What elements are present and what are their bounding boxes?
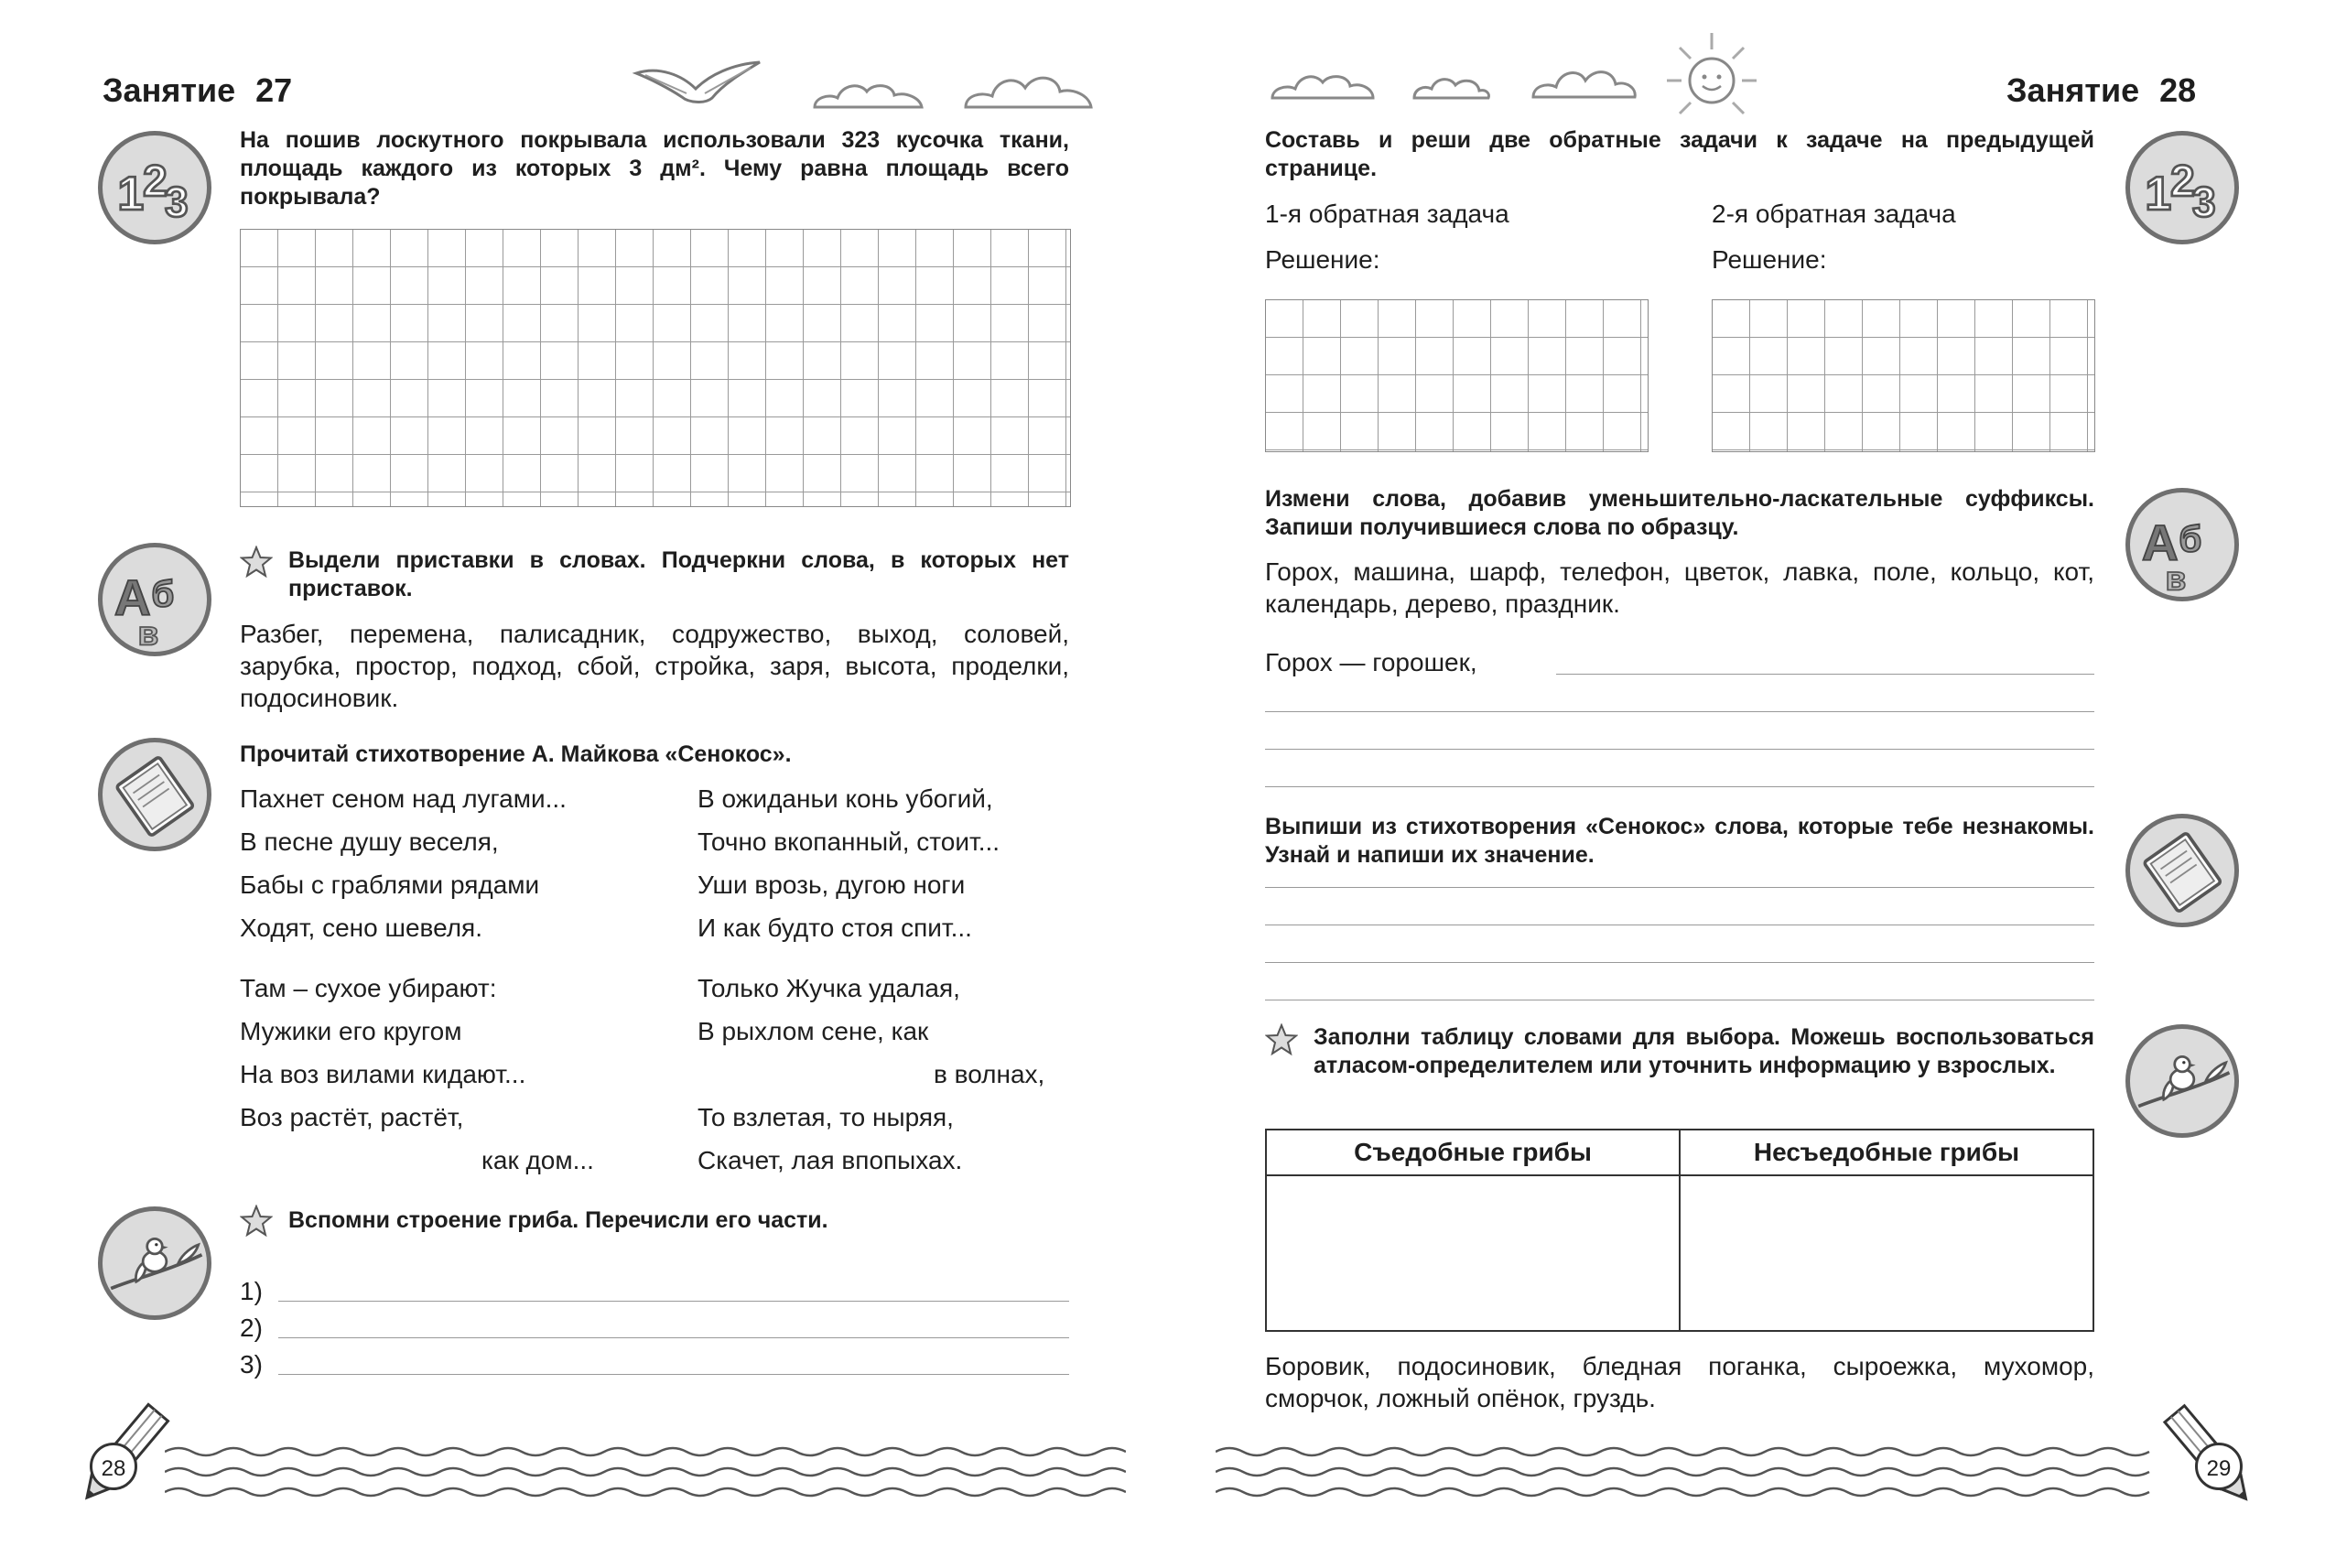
alphabet-icon — [2125, 488, 2239, 601]
example-text: Горох — горошек, — [1265, 648, 1477, 676]
answer-line[interactable] — [1265, 962, 2094, 963]
page-left — [0, 0, 1162, 1568]
poem-line: Там – сухое убирают: — [240, 974, 497, 1002]
star-icon — [1265, 1023, 1298, 1056]
inverse-task-2-label: 2-я обратная задача — [1712, 200, 1956, 228]
cloud-icon — [961, 66, 1098, 112]
answer-label: 2) — [240, 1314, 263, 1342]
mushroom-words: Боровик, подосиновик, бледная поганка, сыроежка, мухомор, сморчок, ложный опёнок, груздь. — [1265, 1352, 2094, 1412]
poem-line: То взлетая, то ныряя, — [698, 1103, 954, 1131]
svg-text:б: б — [2179, 517, 2202, 560]
poem-line: как дом... — [481, 1146, 594, 1174]
svg-text:в: в — [137, 614, 159, 652]
suffix-words: Горох, машина, шарф, телефон, цветок, лавка, поле, кольцо, кот, календарь, дерево, праздник. — [1265, 557, 2094, 618]
lesson-number: 27 — [255, 71, 293, 109]
task-suffixes: Измени слова, добавив уменьшительно-ласкательные суффиксы. Запиши получившиеся слова по образцу. — [1265, 486, 2094, 540]
poem-line: На воз вилами кидают... — [240, 1060, 526, 1088]
table-header-inedible: Несъедобные грибы — [1680, 1130, 2093, 1175]
book-icon — [2125, 814, 2239, 927]
answer-label: 1) — [240, 1277, 263, 1305]
svg-text:3: 3 — [165, 178, 189, 226]
answer-grid[interactable] — [240, 229, 1071, 507]
poem-line: Уши врозь, дугою ноги — [698, 871, 966, 899]
svg-text:А: А — [2141, 514, 2179, 571]
page-number: 28 — [90, 1443, 137, 1490]
lesson-label: Занятие — [2006, 71, 2140, 109]
alphabet-icon — [98, 543, 211, 656]
lesson-title — [2006, 71, 2196, 110]
inedible-cell[interactable] — [1680, 1175, 2093, 1331]
bird-branch-icon — [98, 1206, 211, 1320]
cloud-icon — [1529, 60, 1638, 103]
answer-line[interactable] — [278, 1374, 1069, 1375]
poem-line: Бабы с граблями рядами — [240, 871, 540, 899]
inverse-task-1-label: 1-я обратная задача — [1265, 200, 1509, 228]
svg-text:2: 2 — [143, 157, 168, 207]
math-123-icon — [98, 131, 211, 244]
table-header-edible: Съедобные грибы — [1266, 1130, 1680, 1175]
page-number: 29 — [2195, 1443, 2243, 1490]
answer-grid[interactable] — [1712, 299, 2095, 452]
poem-line: Пахнет сеном над лугами... — [240, 784, 567, 813]
bird-branch-icon — [2125, 1024, 2239, 1138]
cloud-icon — [810, 75, 929, 112]
lesson-number: 28 — [2159, 71, 2197, 109]
answer-line[interactable] — [1265, 786, 2094, 787]
svg-text:1: 1 — [117, 166, 145, 220]
mushroom-table — [1265, 1129, 2094, 1332]
poem-line: Только Жучка удалая, — [698, 974, 960, 1002]
task-mushroom-structure: Вспомни строение гриба. Перечисли его части. — [288, 1207, 828, 1233]
poem-line: в волнах, — [934, 1060, 1045, 1088]
poem-line: Ходят, сено шевеля. — [240, 914, 483, 942]
seagull-icon — [632, 57, 769, 112]
task-inverse: Составь и реши две обратные задачи к задаче на предыдущей странице. — [1265, 127, 2094, 181]
task-poem: Прочитай стихотворение А. Майкова «Сенокос». — [240, 741, 792, 767]
poem-line: Мужики его кругом — [240, 1017, 462, 1045]
poem-line: Воз растёт, растёт, — [240, 1103, 464, 1131]
poem-line: Точно вкопанный, стоит... — [698, 827, 1000, 856]
prefix-words: Разбег, перемена, палисадник, содружество, выход, соловей, зарубка, простор, подход, сбой, стройка, заря, высота, проделки, подосиновик. — [240, 620, 1069, 712]
poem-line: В рыхлом сене, как — [698, 1017, 929, 1045]
poem-line: В ожиданьи конь убогий, — [698, 784, 993, 813]
svg-text:б: б — [151, 572, 175, 615]
solution-label: Решение: — [1712, 245, 1827, 274]
wave-divider — [1216, 1444, 2168, 1501]
svg-text:1: 1 — [2145, 166, 2172, 220]
page-right — [1162, 0, 2325, 1568]
solution-label: Решение: — [1265, 245, 1380, 274]
wave-divider — [165, 1444, 1126, 1501]
svg-text:3: 3 — [2192, 178, 2216, 226]
task-mushroom-table: Заполни таблицу словами для выбора. Можешь воспользоваться атласом-определителем или уточнить информацию у взрослых. — [1314, 1024, 2094, 1078]
task-prefixes: Выдели приставки в словах. Подчеркни слова, в которых нет приставок. — [288, 547, 1069, 601]
svg-text:в: в — [2165, 559, 2187, 597]
answer-label: 3) — [240, 1350, 263, 1379]
sun-icon — [1661, 27, 1762, 128]
book-icon — [98, 738, 211, 851]
task-patchwork: На пошив лоскутного покрывала использовали 323 кусочка ткани, площадь каждого из которых 3 дм². Чему равна площадь всего покрывала? — [240, 127, 1069, 210]
edible-cell[interactable] — [1266, 1175, 1680, 1331]
lesson-title — [103, 71, 292, 110]
lesson-label: Занятие — [103, 71, 236, 109]
answer-line[interactable] — [1556, 674, 2094, 675]
math-123-icon — [2125, 131, 2239, 244]
poem-line: В песне душу веселя, — [240, 827, 499, 856]
cloud-icon — [1268, 66, 1378, 103]
answer-grid[interactable] — [1265, 299, 1649, 452]
svg-text:2: 2 — [2170, 157, 2195, 207]
answer-line[interactable] — [278, 1301, 1069, 1302]
task-unknown-words: Выпиши из стихотворения «Сенокос» слова, которые тебе незнакомы. Узнай и напиши их значение. — [1265, 814, 2094, 868]
answer-line[interactable] — [1265, 711, 2094, 712]
answer-line[interactable] — [1265, 749, 2094, 750]
poem-line: И как будто стоя спит... — [698, 914, 972, 942]
answer-line[interactable] — [278, 1337, 1069, 1338]
star-icon — [240, 1205, 273, 1238]
star-icon — [240, 546, 273, 579]
svg-text:А: А — [114, 568, 151, 626]
cloud-icon — [1410, 69, 1492, 102]
answer-line[interactable] — [1265, 887, 2094, 888]
poem-line: Скачет, лая впопыхах. — [698, 1146, 963, 1174]
